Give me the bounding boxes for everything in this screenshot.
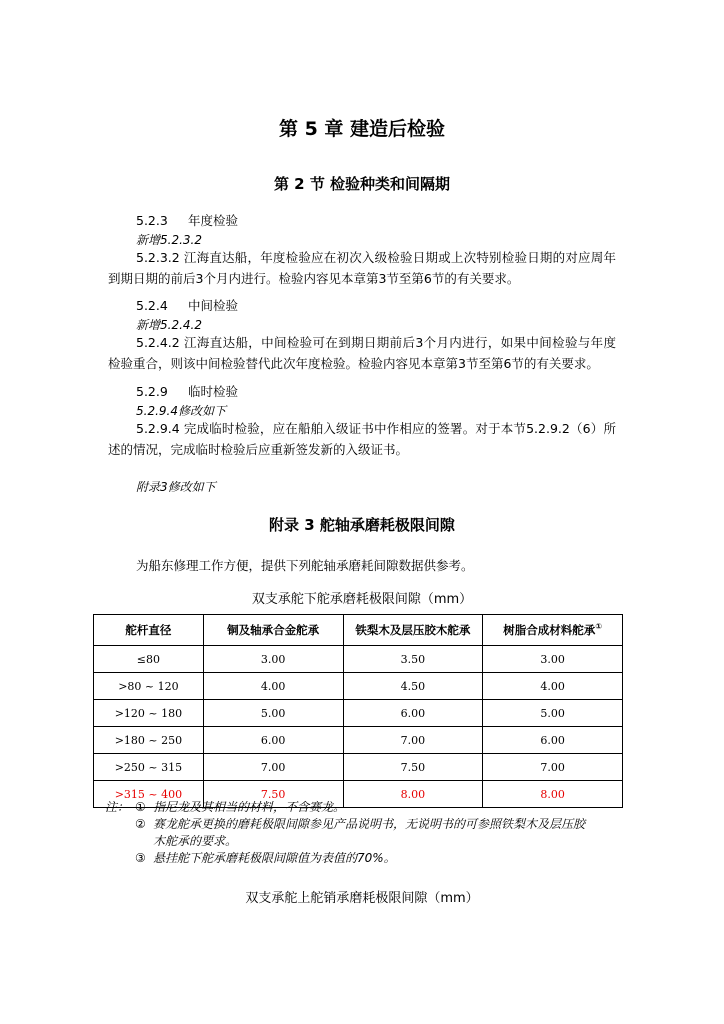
table-cell: 5.00	[483, 700, 623, 727]
note-mark: ②	[135, 817, 146, 831]
table-cell: >120 ~ 180	[94, 700, 204, 727]
table-header-row	[94, 615, 623, 646]
item-paragraph: 5.2.9.4 完成临时检验，应在船舶入级证书中作相应的签署。对于本节5.2.9.2（6）所述的情况，完成临时检验后应重新签发新的入级证书。	[108, 421, 616, 457]
table-row	[94, 700, 623, 727]
table-cell: 4.50	[343, 673, 483, 700]
table-cell: >315 ~ 400	[94, 781, 204, 808]
table-row	[94, 673, 623, 700]
table-row	[94, 646, 623, 673]
amendment-note: 新增5.2.4.2	[136, 318, 202, 332]
column-header: 铁梨木及层压胶木舵承	[343, 615, 483, 646]
table-cell: 4.00	[203, 673, 343, 700]
note-text: 赛龙舵承更换的磨耗极限间隙参见产品说明书，无说明书的可参照铁梨木及层压胶	[153, 817, 586, 831]
item-paragraph: 5.2.3.2 江海直达船，年度检验应在初次入级检验日期或上次特别检验日期的对应周年到期日期的前后3个月内进行。检验内容见本章第3节至第6节的有关要求。	[108, 250, 616, 286]
appendix-intro: 为船东修理工作方便，提供下列舵轴承磨耗间隙数据供参考。	[136, 558, 474, 573]
table-cell: 3.50	[343, 646, 483, 673]
note-mark: ③	[135, 851, 146, 865]
table-row	[94, 754, 623, 781]
item-heading	[136, 296, 238, 314]
item-heading	[136, 211, 238, 229]
table-cell: 7.00	[483, 754, 623, 781]
item-title: 临时检验	[188, 384, 239, 399]
item-number: 5.2.3	[136, 213, 168, 228]
chapter-title: 第 5 章 建造后检验	[278, 118, 446, 140]
column-header	[483, 615, 623, 646]
note-line	[105, 816, 585, 833]
table-cell: 7.00	[203, 754, 343, 781]
notes-prefix: 注：	[105, 800, 130, 814]
appendix-title: 附录 3 舵轴承磨耗极限间隙	[269, 516, 455, 534]
section-title: 第 2 节 检验种类和间隔期	[273, 175, 451, 193]
table-cell: 7.50	[343, 754, 483, 781]
table-cell: 8.00	[483, 781, 623, 808]
table-cell: 7.00	[343, 727, 483, 754]
note-text: 木舵承的要求。	[153, 834, 238, 848]
item-paragraph: 5.2.4.2 江海直达船，中间检验可在到期日期前后3个月内进行，如果中间检验与年度检验重合，则该中间检验替代此次年度检验。检验内容见本章第3节至第6节的有关要求。	[108, 335, 616, 371]
item-number: 5.2.9	[136, 384, 168, 399]
column-header: 铜及轴承合金舵承	[203, 615, 343, 646]
item-title: 年度检验	[188, 213, 239, 228]
table-caption: 双支承舵下舵承磨耗极限间隙（mm）	[251, 592, 473, 607]
table-notes	[105, 799, 585, 867]
note-mark: ①	[135, 800, 146, 814]
table-cell: 8.00	[343, 781, 483, 808]
item-title: 中间检验	[188, 298, 239, 313]
item-heading	[136, 382, 238, 400]
amendment-note: 5.2.9.4修改如下	[136, 404, 226, 418]
item-number: 5.2.4	[136, 298, 168, 313]
column-header-label: 树脂合成材料舵承	[503, 623, 596, 637]
note-text: 指尼龙及其相当的材料，不含赛龙。	[153, 800, 346, 814]
table-row	[94, 727, 623, 754]
column-header: 舵杆直径	[94, 615, 204, 646]
note-text: 悬挂舵下舵承磨耗极限间隙值为表值的70%。	[153, 851, 396, 865]
table-cell: ≤80	[94, 646, 204, 673]
table-cell: >180 ~ 250	[94, 727, 204, 754]
table-cell: >250 ~ 315	[94, 754, 204, 781]
table-caption: 双支承舵上舵销承磨耗极限间隙（mm）	[245, 891, 479, 906]
wear-clearance-table	[93, 614, 623, 808]
table-cell: 3.00	[203, 646, 343, 673]
amendment-note: 新增5.2.3.2	[136, 233, 202, 247]
footnote-marker: ①	[595, 622, 603, 632]
note-line	[105, 799, 585, 816]
table-cell: 5.00	[203, 700, 343, 727]
appendix-note: 附录3修改如下	[136, 480, 216, 494]
table-cell: 3.00	[483, 646, 623, 673]
table-cell: >80 ~ 120	[94, 673, 204, 700]
note-line	[105, 850, 585, 867]
table-cell: 6.00	[483, 727, 623, 754]
note-line	[105, 833, 585, 850]
table-cell: 6.00	[203, 727, 343, 754]
table-cell: 6.00	[343, 700, 483, 727]
table-cell: 4.00	[483, 673, 623, 700]
table-cell: 7.50	[203, 781, 343, 808]
